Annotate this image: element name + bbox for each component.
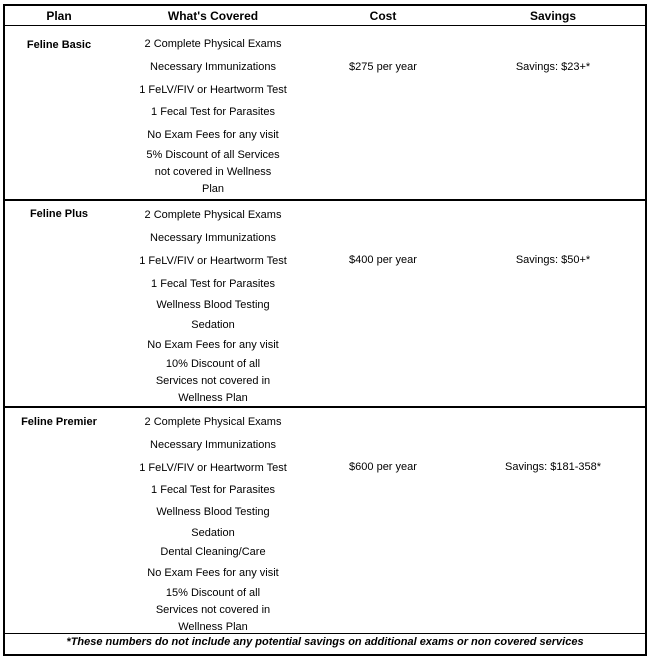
list-item: Necessary Immunizations [150, 61, 276, 73]
list-item: Plan [201, 183, 225, 195]
list-item: Sedation [191, 527, 235, 539]
list-item: Wellness Plan [178, 621, 248, 633]
list-item: 10% Discount of all [165, 358, 261, 370]
list-item: Necessary Immunizations [150, 439, 276, 451]
list-item: Services not covered in [155, 375, 271, 387]
list-item: 1 Fecal Test for Parasites [151, 106, 275, 118]
plan-name: Feline Plus [29, 208, 89, 220]
plan-cost: $275 per year [349, 61, 417, 73]
list-item: Wellness Blood Testing [156, 299, 270, 311]
list-item: Sedation [191, 319, 235, 331]
wellness-plan-table [3, 4, 647, 656]
list-item: 1 FeLV/FIV or Heartworm Test [139, 462, 287, 474]
list-item: 2 Complete Physical Exams [144, 38, 282, 50]
list-item: 2 Complete Physical Exams [144, 416, 282, 428]
list-item: 15% Discount of all [165, 587, 261, 599]
header-savings: Savings [529, 9, 577, 23]
list-item: Necessary Immunizations [150, 232, 276, 244]
list-item: No Exam Fees for any visit [147, 129, 279, 141]
header-whats-covered: What's Covered [167, 9, 259, 23]
list-item: Dental Cleaning/Care [160, 546, 266, 558]
plan-savings: Savings: $50+* [515, 254, 591, 266]
list-item: 1 Fecal Test for Parasites [151, 278, 275, 290]
plan-cost: $600 per year [349, 461, 417, 473]
list-item: Services not covered in [155, 604, 271, 616]
plan-savings: Savings: $181-358* [504, 461, 601, 473]
list-item: Wellness Plan [178, 392, 248, 404]
list-item: not covered in Wellness [154, 166, 272, 178]
list-item: No Exam Fees for any visit [147, 567, 279, 579]
plan-cost: $400 per year [349, 254, 417, 266]
footnote: *These numbers do not include any potential savings on additional exams or non covered services [66, 636, 584, 648]
list-item: Wellness Blood Testing [156, 506, 270, 518]
header-cost: Cost [369, 9, 397, 23]
table-header [5, 6, 645, 26]
list-item: 5% Discount of all Services [146, 149, 280, 161]
table-row [5, 408, 645, 634]
table-row [5, 31, 645, 201]
list-item: 1 Fecal Test for Parasites [151, 484, 275, 496]
list-item: No Exam Fees for any visit [147, 339, 279, 351]
header-plan: Plan [46, 9, 72, 23]
list-item: 1 FeLV/FIV or Heartworm Test [139, 84, 287, 96]
list-item: 2 Complete Physical Exams [144, 209, 282, 221]
plan-savings: Savings: $23+* [515, 61, 591, 73]
table-row [5, 201, 645, 408]
plan-name: Feline Premier [21, 416, 97, 428]
list-item: 1 FeLV/FIV or Heartworm Test [139, 255, 287, 267]
plan-name: Feline Basic [26, 39, 92, 51]
